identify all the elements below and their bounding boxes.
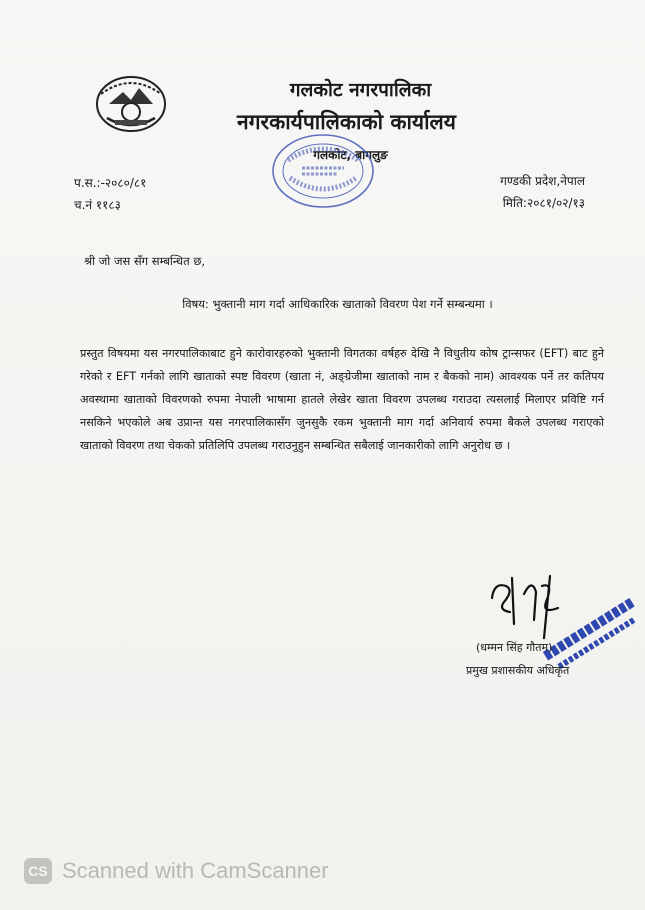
addressee: श्री जो जस सँग सम्बन्धित छ, [84,254,206,268]
subject-text: विषय: भुक्तानी माग गर्दा आधिकारिक खाताको विवरण पेश गर्ने सम्बन्धमा । [182,297,493,311]
camscanner-watermark [24,858,329,884]
office-stamp-icon [268,130,378,212]
office-name: गलकोट नगरपालिका [289,79,432,101]
office-title: नगरकार्यपालिकाको कार्यालय [237,110,456,134]
subject-line [0,297,645,312]
dispatch-number: च.नं ११८३ [74,198,121,212]
letter-body: प्रस्तुत विषयमा यस नगरपालिकाबाट हुने कारोवारहरुको भुक्तानी विगतका वर्षहरु देखि नै विधुतीय कोष ट्रान्सफर (EFT) बाट हुने गरेको र EFT गर्नको लागि खाताको स्पष्ट विवरण (खाता नं, अङ्ग्रेजीमा खाताको नाम र बैकको नाम) आवश्यक पर्ने तर कतिपय अवस्थामा खाताको विवरणको रुपमा नेपाली भाषामा हातले लेखेर खाता विवरण उपलब्ध गराउदा त्यसलाई मिलाएर प्रविष्टि गर्न नसकिने भएकोले अब उप्रान्त यस नगरपालिकासँग जुनसुकै रकम भुक्तानी माग गर्दा अनिवार्य रुपमा बैकले उपलब्ध गराएको खाताको विवरण तथा चेकको प्रतिलिपि उपलब्ध गराउनुहुन सम्बन्धित सबैलाई जानकारीको लागि अनुरोध छ । [80,347,604,452]
office-address: गलकोट, बागलुङ [313,148,388,162]
reference-number: प.स.:-२०८०/८१ [74,176,147,190]
letter-date: मिति:२०८१/०२/१३ [502,196,585,210]
watermark-text: Scanned with CamScanner [62,858,329,883]
signatory-title: प्रमुख प्रशासकीय अधिकृत [466,664,570,677]
camscanner-logo-icon: CS [24,858,52,884]
province: गण्डकी प्रदेश,नेपाल [500,174,585,188]
signatory-name: (धम्मन सिंह गौतम) [476,641,553,654]
